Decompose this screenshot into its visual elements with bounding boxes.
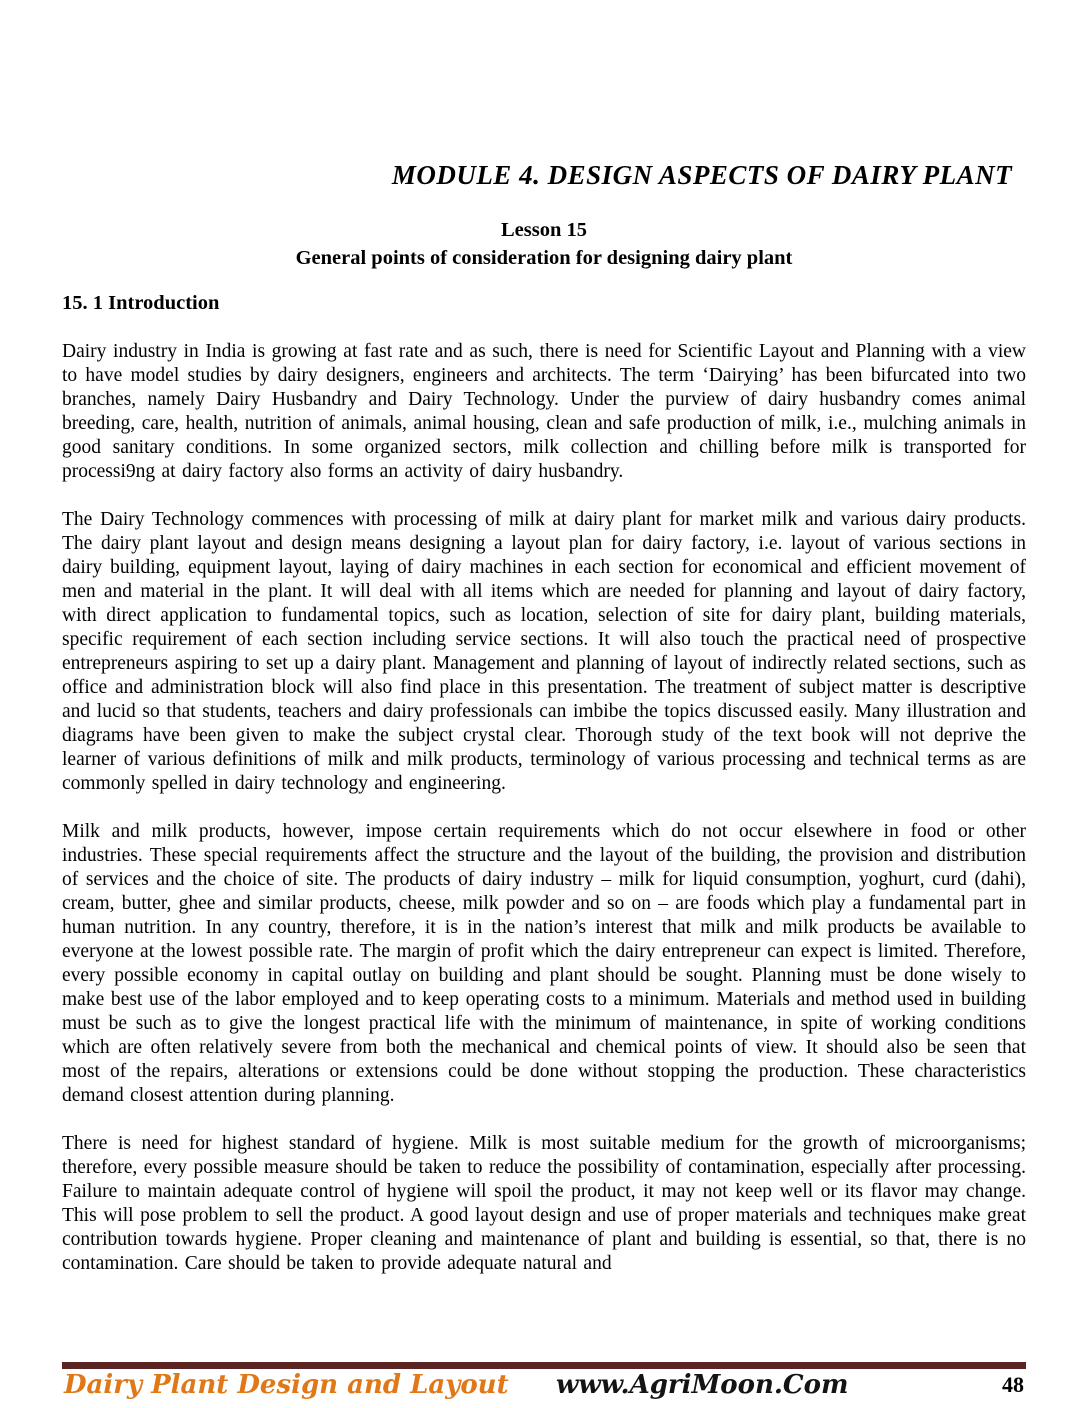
footer-book-title: Dairy Plant Design and Layout	[64, 1370, 509, 1400]
page-footer	[62, 1370, 1026, 1406]
footer-rule	[62, 1362, 1026, 1369]
footer-page-number: 48	[1002, 1372, 1024, 1397]
document-page	[62, 0, 1026, 1356]
lesson-title: General points of consideration for designing dairy plant	[295, 247, 793, 269]
paragraph-milk-requirements: Milk and milk products, however, impose certain requirements which do not occur elsewhere in food or other industries. These special requirements affect the structure and the layout of the building, the provision and distribution of services and the choice of site. The products of dairy industry – milk for liquid consumption, yoghurt, curd (dahi), cream, butter, ghee and similar products, cheese, milk powder and so on – are foods which play a fundamental part in human nutrition. In any country, therefore, it is in the nation’s interest that milk and milk products be available to everyone at the lowest possible rate. The margin of profit which the dairy entrepreneur can expect is limited. Therefore, every possible economy in capital outlay on building and plant should be sought. Planning must be done wisely to make best use of the labor employed and to keep operating costs to a minimum. Materials and method used in building must be such as to give the longest practical life with the minimum of maintenance, in spite of working conditions which are often relatively severe from both the mechanical and chemical points of view. It should also be seen that most of the repairs, alterations or extensions could be done without stopping the production. These characteristics demand closest attention during planning.	[62, 821, 1026, 1106]
footer-website: www.AgriMoon.Com	[556, 1370, 849, 1400]
lesson-heading-block	[62, 216, 1026, 272]
module-title: MODULE 4. DESIGN ASPECTS OF DAIRY PLANT	[391, 160, 1013, 190]
paragraph-dairy-technology: The Dairy Technology commences with processing of milk at dairy plant for market milk and various dairy products. The dairy plant layout and design means designing a layout plan for dairy factory, i.e. layout of various sections in dairy building, equipment layout, laying of dairy machines in each section for economical and efficient movement of men and material in the plant. It will deal with all items which are needed for planning and layout of dairy factory, with direct application to fundamental topics, such as location, selection of site for dairy plant, building materials, specific requirement of each section including service sections. It will also touch the practical need of prospective entrepreneurs aspiring to set up a dairy plant. Management and planning of layout of indirectly related sections, such as office and administration block will also find place in this presentation. The treatment of subject matter is descriptive and lucid so that students, teachers and dairy professionals can imbibe the topics discussed easily. Many illustration and diagrams have been given to make the subject crystal clear. Thorough study of the text book will not deprive the learner of various definitions of milk and milk products, terminology of various processing and technical terms as are commonly spelled in dairy technology and engineering.	[62, 509, 1026, 794]
lesson-number: Lesson 15	[500, 219, 587, 241]
section-heading: 15. 1 Introduction	[62, 292, 220, 314]
paragraph-introduction: Dairy industry in India is growing at fast rate and as such, there is need for Scientific Layout and Planning with a view to have model studies by dairy designers, engineers and architects. The term ‘Dairying’ has been bifurcated into two branches, namely Dairy Husbandry and Dairy Technology. Under the purview of dairy husbandry comes animal breeding, care, health, nutrition of animals, animal housing, clean and safe production of milk, i.e., mulching animals in good sanitary conditions. In some organized sectors, milk collection and chilling before milk is transported for processi9ng at dairy factory also forms an activity of dairy husbandry.	[62, 341, 1026, 482]
paragraph-hygiene: There is need for highest standard of hygiene. Milk is most suitable medium for the growth of microorganisms; therefore, every possible measure should be taken to reduce the possibility of contamination, especially after processing. Failure to maintain adequate control of hygiene will spoil the product, it may not keep well or its flavor may change. This will pose problem to sell the product. A good layout design and use of proper materials and techniques make great contribution towards hygiene. Proper cleaning and maintenance of plant and building is essential, so that, there is no contamination. Care should be taken to provide adequate natural and	[62, 1133, 1026, 1274]
